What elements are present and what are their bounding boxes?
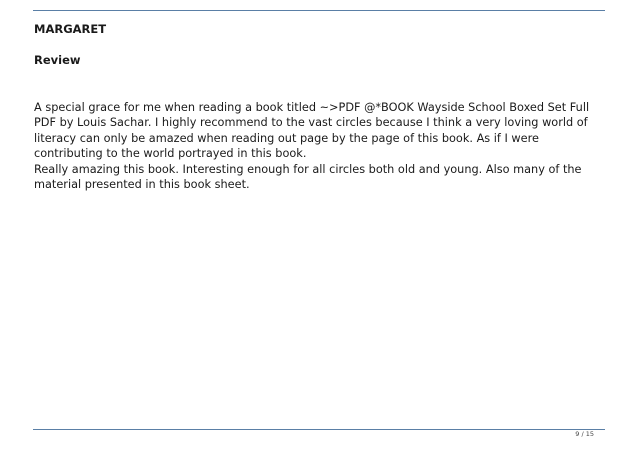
section-heading: Review [34, 53, 81, 67]
bottom-divider [33, 429, 605, 430]
review-body [34, 100, 606, 192]
review-paragraph-2: Really amazing this book. Interesting enough for all circles both old and young. Also many of the material presented in this book sheet. [34, 162, 582, 192]
author-name: MARGARET [34, 22, 107, 36]
review-paragraph-1: A special grace for me when reading a book titled ~>PDF @*BOOK Wayside School Boxed Set Full PDF by Louis Sachar. I highly recommend to the vast circles because I think a very loving world of literacy can only be amazed when reading out page by the page of this book. As if I were contributing to the world portrayed in this book. [34, 101, 590, 161]
page-number: 9 / 15 [575, 430, 594, 438]
top-divider [33, 10, 605, 11]
